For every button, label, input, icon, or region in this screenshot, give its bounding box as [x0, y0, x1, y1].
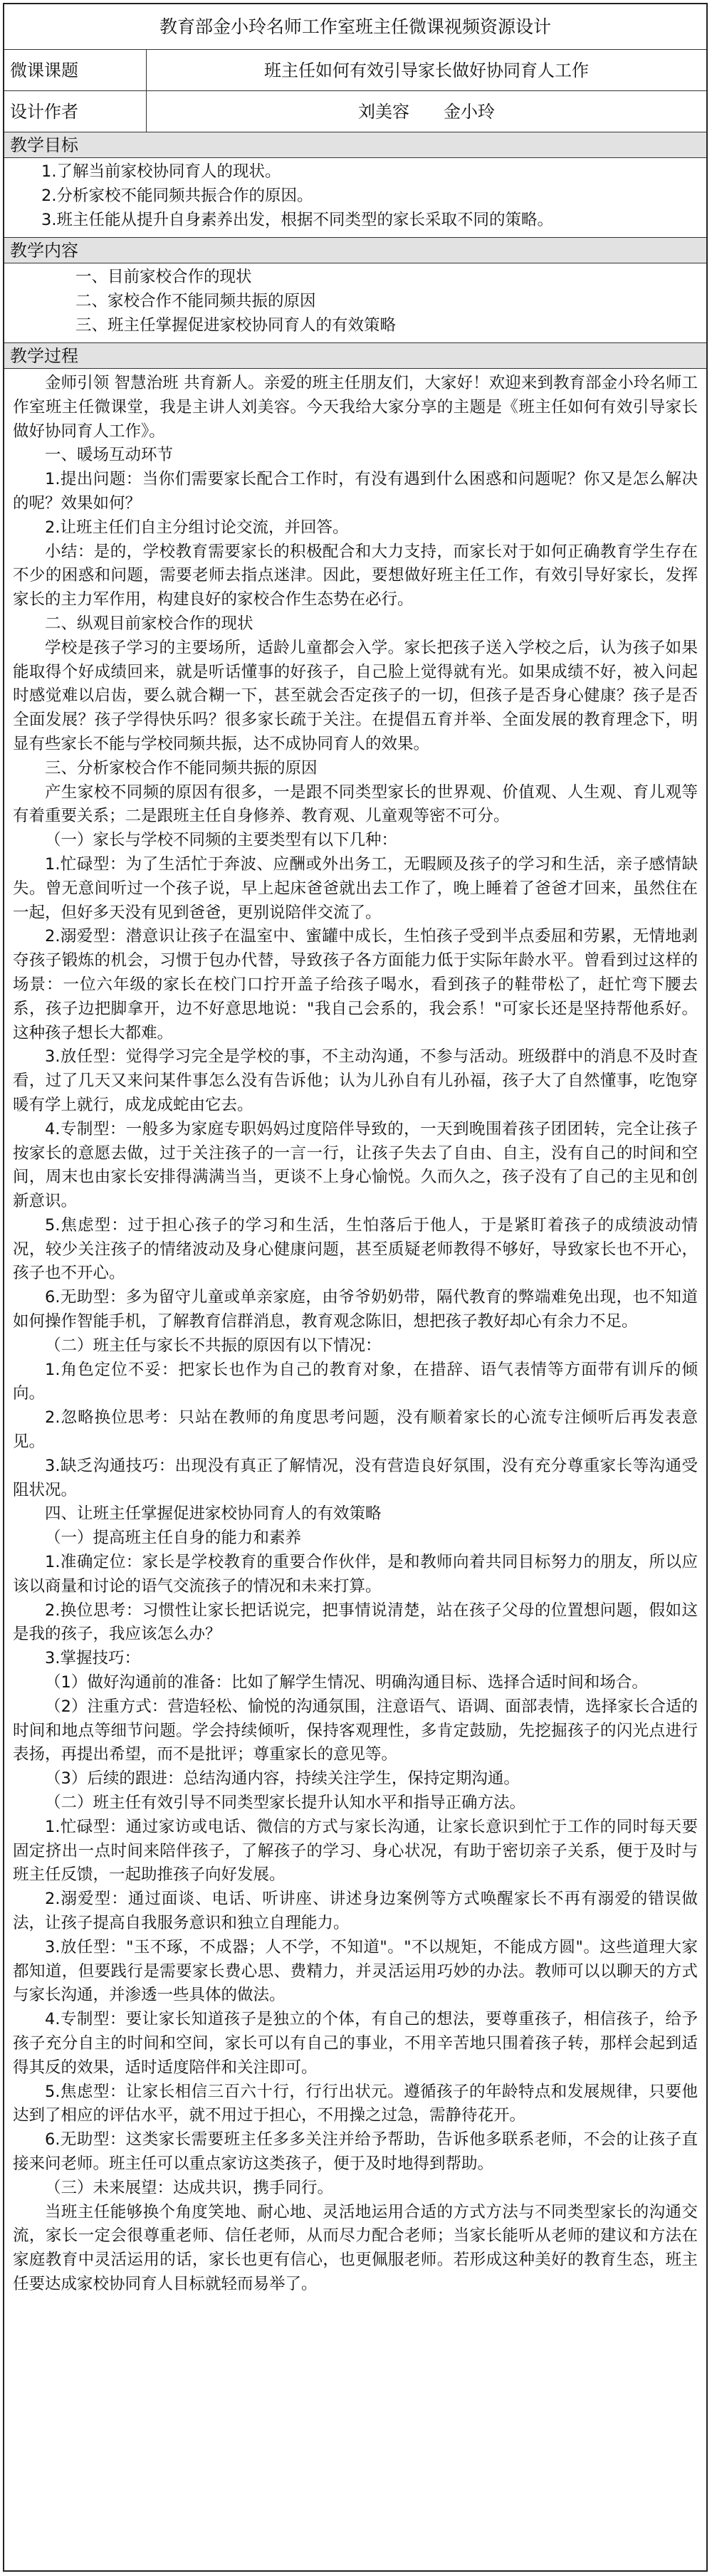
paragraph: （1）做好沟通前的准备：比如了解学生情况、明确沟通目标、选择合适时间和场合。 [45, 1673, 648, 1692]
paragraph: 6.无助型：这类家长需要班主任多多关注并给予帮助，告诉他多联系老师，不会的让孩子直接来问老师。班主任可以重点家访这类孩子，便于及时地得到帮助。 [13, 2130, 698, 2173]
paragraph: 小结：是的，学校教育需要家长的积极配合和大力支持，而家长对于如何正确教育学生存在不少的困惑和问题，需要老师去指点迷津。因此，要想做好班主任工作，有效引导好家长，发挥家长的主力军作用，构建良好的家校合作生态势在必行。 [13, 542, 698, 609]
goals-section [4, 158, 706, 238]
paragraph: 2.溺爱型：潜意识让孩子在温室中、蜜罐中成长，生怕孩子受到半点委屈和劳累，无情地剥夺孩子锻炼的机会，习惯于包办代替，导致孩子各方面能力低于实际年龄水平。曾看到过这样的场景：一位六年级的家长在校门口拧开盖子给孩子喝水，看到孩子的鞋带松了，赶忙弯下腰去系，孩子边把脚拿开，边不好意思地说："我自己会系的，我会系！"可家长还是坚持帮他系好。这种孩子想长大都难。 [13, 927, 698, 1042]
paragraph: 4.专制型：一般多为家庭专职妈妈过度陪伴导致的，一天到晚围着孩子团团转，完全让孩子按家长的意愿去做，过于关注孩子的一言一行，让孩子失去了自由、自主，没有自己的时间和空间，周末也由家长安排得满满当当，更谈不上身心愉悦。久而久之，孩子没有了自己的主见和创新意识。 [13, 1119, 698, 1211]
paragraph: 4.专制型：要让家长知道孩子是独立的个体，有自己的想法，要尊重孩子，相信孩子，给予孩子充分自主的时间和空间，家长可以有自己的事业，不用辛苦地只围着孩子转，那样会起到适得其反的效果，适时适度陪伴和关注即可。 [13, 2010, 698, 2077]
paragraph: 3.缺乏沟通技巧：出现没有真正了解情况，没有营造良好氛围，没有充分尊重家长等沟通受阻状况。 [13, 1456, 698, 1499]
paragraph: 5.焦虑型：过于担心孩子的学习和生活，生怕落后于他人，于是紧盯着孩子的成绩波动情况，较少关注孩子的情绪波动及身心健康问题，甚至质疑老师教得不够好，导致家长也不开心，孩子也不开心。 [13, 1215, 698, 1283]
paragraph: 3.放任型："玉不琢，不成器；人不学，不知道"。"不以规矩，不能成方圆"。这些道理大家都知道，但要践行是需要家长费心思、费精力，并灵活运用巧妙的办法。教师可以以聊天的方式与家长沟通，并渗透一些具体的做法。 [13, 1937, 698, 2005]
content-item: 二、家校合作不能同频共振的原因 [75, 292, 316, 310]
paragraph: 3.掌握技巧： [45, 1649, 140, 1668]
section-heading: 一、暖场互动环节 [45, 446, 174, 465]
doc-title: 教育部金小玲名师工作室班主任微课视频资源设计 [4, 4, 706, 50]
author-names: 刘美容 金小玲 [358, 102, 495, 122]
subsection-heading: （二）班主任有效引导不同类型家长提升认知水平和指导正确方法。 [45, 1794, 526, 1813]
subsection-heading: （一）提高班主任自身的能力和素养 [45, 1529, 302, 1548]
goal-item: 2.分析家校不能同频共振合作的原因。 [41, 187, 313, 205]
process-section [4, 369, 706, 2570]
subsection-heading: （三）未来展望：达成共识，携手同行。 [45, 2178, 334, 2197]
paragraph: 2.换位思考：习惯性让家长把话说完，把事情说清楚，站在孩子父母的位置想问题，假如这是我的孩子，我应该怎么办？ [13, 1601, 698, 1644]
paragraph: 1.提出问题：当你们需要家长配合工作时，有没有遇到什么困惑和问题呢？你又是怎么解决的呢？效果如何？ [13, 470, 698, 513]
paragraph: 1.准确定位：家长是学校教育的重要合作伙伴，是和教师向着共同目标努力的朋友，所以应该以商量和讨论的语气交流孩子的情况和未来打算。 [13, 1553, 698, 1596]
section-heading: 三、分析家校合作不能同频共振的原因 [45, 758, 318, 777]
goal-item: 3.班主任能从提升自身素养出发，根据不同类型的家长采取不同的策略。 [41, 211, 553, 229]
goals-heading: 教学目标 [4, 132, 706, 158]
process-body [4, 369, 706, 2297]
paragraph: 2.溺爱型：通过面谈、电话、听讲座、讲述身边案例等方式唤醒家长不再有溺爱的错误做法，让孩子提高自我服务意识和独立自理能力。 [13, 1890, 698, 1932]
section-heading: 四、让班主任掌握促进家校协同育人的有效策略 [45, 1504, 382, 1524]
author-label: 设计作者 [4, 91, 147, 132]
paragraph: 1.忙碌型：通过家访或电话、微信的方式与家长沟通，让家长意识到忙于工作的同时每天要固定挤出一点时间来陪伴孩子，了解孩子的学习、身心状况，有助于密切亲子关系，便于及时与班主任反馈，一起助推孩子向好发展。 [13, 1817, 698, 1885]
course-title: 班主任如何有效引导家长做好协同育人工作 [264, 61, 589, 80]
course-row [4, 50, 706, 91]
paragraph: 1.角色定位不妥：把家长也作为自己的教育对象，在措辞、语气表情等方面带有训斥的倾向。 [13, 1360, 698, 1403]
course-label: 微课课题 [4, 50, 147, 90]
content-item: 三、班主任掌握促进家校协同育人的有效策略 [75, 316, 397, 335]
paragraph: 5.焦虑型：让家长相信三百六十行，行行出状元。遵循孩子的年龄特点和发展规律，只要他达到了相应的评估水平，就不用过于担心，不用操之过急，需静待花开。 [13, 2082, 698, 2125]
paragraph: 金师引领 智慧治班 共育新人。亲爱的班主任朋友们，大家好！欢迎来到教育部金小玲名师工作室班主任微课堂，我是主讲人刘美容。今天我给大家分享的主题是《班主任如何有效引导家长做好协同育人工作》。 [13, 374, 698, 441]
paragraph: 2.忽略换位思考：只站在教师的角度思考问题，没有顺着家长的心流专注倾听后再发表意见。 [13, 1408, 698, 1452]
paragraph: 产生家校不同频的原因有很多，一是跟不同类型家长的世界观、价值观、人生观、育儿观等有着重要关系；二是跟班主任自身修养、教育观、儿童观等密不可分。 [13, 782, 698, 826]
document-table [3, 3, 708, 2572]
content-section [4, 263, 706, 343]
content-item: 一、目前家校合作的现状 [75, 268, 252, 286]
author-row [4, 91, 706, 132]
subsection-heading: （一）家长与学校不同频的主要类型有以下几种： [45, 831, 398, 850]
paragraph: 学校是孩子学习的主要场所，适龄儿童都会入学。家长把孩子送入学校之后，认为孩子如果能取得个好成绩回来，就是听话懂事的好孩子，自己脸上觉得就有光。如果成绩不好，被入问起时感觉难以启齿，要么就合糊一下，甚至就会否定孩子的一切，但孩子是否身心健康？孩子是否全面发展？孩子学得快乐吗？很多家长疏于关注。在提倡五育并举、全面发展的教育理念下，明显有些家长不能与学校同频共振，达不成协同育人的效果。 [13, 638, 698, 753]
content-heading: 教学内容 [4, 238, 706, 263]
paragraph: 2.让班主任们自主分组讨论交流，并回答。 [45, 518, 349, 537]
paragraph: （2）注重方式：营造轻松、愉悦的沟通氛围，注意语气、语调、面部表情，选择家长合适的时间和地点等细节问题。学会持续倾听，保持客观理性，多肯定鼓励，先挖掘孩子的闪光点进行表扬，再提出希望，而不是批评；尊重家长的意见等。 [13, 1697, 698, 1764]
paragraph: （3）后续的跟进：总结沟通内容，持续关注学生，保持定期沟通。 [45, 1769, 520, 1789]
paragraph: 1.忙碌型：为了生活忙于奔波、应酬或外出务工，无暇顾及孩子的学习和生活，亲子感情缺失。曾无意间听过一个孩子说，早上起床爸爸就出去工作了，晚上睡着了爸爸才回来，虽然住在一起，但好多天没有见到爸爸，更别说陪伴交流了。 [13, 854, 698, 922]
section-heading: 二、纵观目前家校合作的现状 [45, 614, 253, 633]
paragraph: 当班主任能够换个角度笑地、耐心地、灵活地运用合适的方式方法与不同类型家长的沟通交流，家长一定会很尊重老师、信任老师，从而尽力配合老师；当家长能听从老师的建议和方法在家庭教育中灵活运用的话，家长也更有信心，也更佩服老师。若形成这种美好的教育生态，班主任要达成家校协同育人目标就轻而易举了。 [13, 2202, 698, 2293]
subsection-heading: （二）班主任与家长不共振的原因有以下情况： [45, 1336, 382, 1355]
goal-item: 1.了解当前家校协同育人的现状。 [41, 162, 281, 181]
paragraph: 6.无助型：多为留守儿童或单亲家庭，由爷爷奶奶带，隔代教育的弊端难免出现，也不知道如何操作智能手机，了解教育信群消息，教育观念陈旧，想把孩子教好却心有余力不足。 [13, 1288, 698, 1331]
process-heading: 教学过程 [4, 343, 706, 369]
paragraph: 3.放任型：觉得学习完全是学校的事，不主动沟通，不参与活动。班级群中的消息不及时查看，过了几天又来问某件事怎么没有告诉他；认为儿孙自有儿孙福，孩子大了自然懂事，吃饱穿暖有学上就行，成龙成蛇由它去。 [13, 1047, 698, 1114]
